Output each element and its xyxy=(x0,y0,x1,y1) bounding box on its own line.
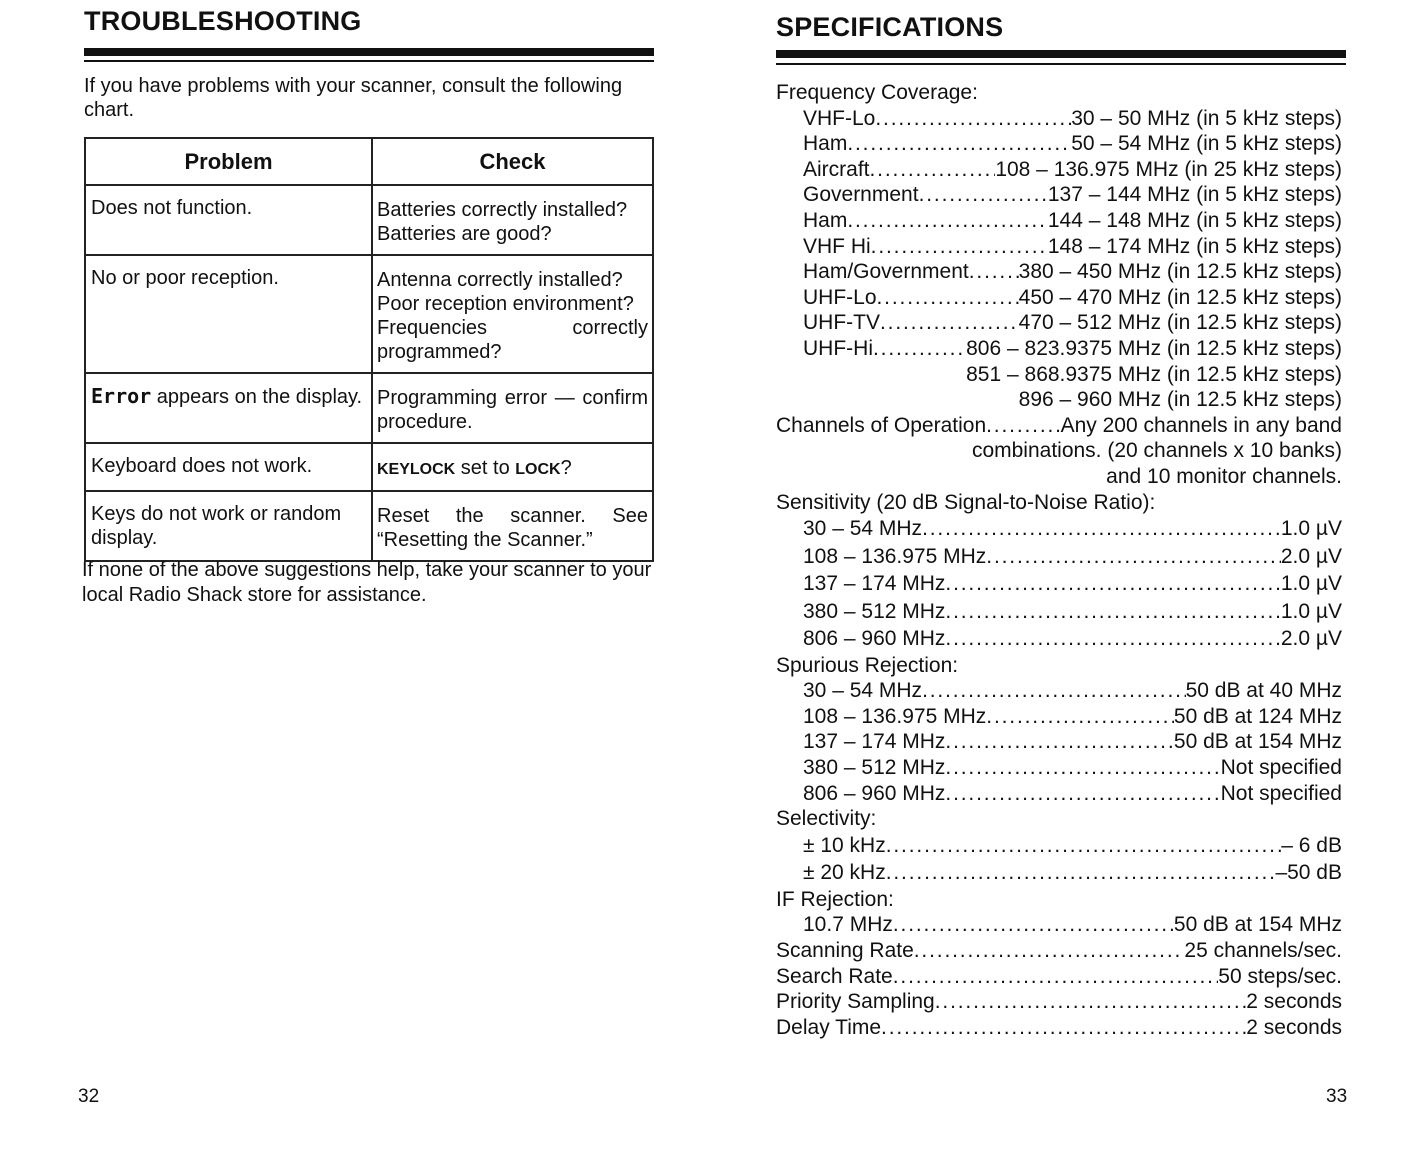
spec-label: Ham xyxy=(803,132,848,156)
spec-label: Ham/Government xyxy=(803,260,969,284)
spec-row xyxy=(776,781,1342,807)
spec-category xyxy=(776,490,1342,516)
spec-value: 144 – 148 MHz (in 5 kHz steps) xyxy=(1047,208,1342,232)
dot-leader xyxy=(847,131,1071,157)
spec-value: 1.0 µV xyxy=(1280,599,1342,623)
specifications-heading: SPECIFICATIONS xyxy=(776,12,1004,42)
spec-value: 25 channels/sec. xyxy=(1184,938,1342,962)
spec-row xyxy=(776,157,1342,183)
dot-leader xyxy=(986,413,1060,439)
dot-leader xyxy=(945,729,1173,755)
dot-leader xyxy=(986,543,1281,571)
spec-value: Not specified xyxy=(1220,781,1342,805)
dot-leader xyxy=(922,515,1281,543)
dot-leader xyxy=(873,336,966,362)
spec-label: 806 – 960 MHz xyxy=(803,781,946,805)
spec-category xyxy=(776,80,1342,106)
spec-label: VHF-Lo xyxy=(803,106,876,130)
page-number-right: 33 xyxy=(1326,1086,1348,1107)
dot-leader xyxy=(881,1015,1246,1041)
troubleshooting-table xyxy=(84,137,654,562)
specifications-list xyxy=(776,80,1342,1040)
spec-category xyxy=(776,653,1342,679)
dot-leader xyxy=(935,989,1247,1015)
problem-cell: No or poor reception. xyxy=(85,255,372,373)
spec-row xyxy=(776,310,1342,336)
spec-value: 148 – 174 MHz (in 5 kHz steps) xyxy=(1047,234,1342,258)
spec-row xyxy=(776,625,1342,653)
spec-value: 2 seconds xyxy=(1246,990,1342,1014)
spec-label: 137 – 174 MHz xyxy=(803,730,946,754)
intro-text: If you have problems with your scanner, consult the following chart. xyxy=(84,75,623,121)
dot-leader xyxy=(893,964,1219,990)
dot-leader xyxy=(969,259,1019,285)
dot-leader xyxy=(880,310,1019,336)
problem-cell: Does not function. xyxy=(85,185,372,255)
spec-value: Not specified xyxy=(1220,755,1342,779)
problem-cell xyxy=(85,373,372,443)
problem-cell: Keys do not work or random display. xyxy=(85,491,372,561)
check-cell xyxy=(372,443,653,491)
spec-label: UHF-TV xyxy=(803,311,880,335)
spec-row xyxy=(776,336,1342,362)
problem-header: Problem xyxy=(85,138,372,185)
heading-rule-thin xyxy=(776,63,1346,65)
spec-label: 108 – 136.975 MHz xyxy=(803,704,987,728)
check-end: ? xyxy=(560,457,572,479)
table-header-row xyxy=(85,138,653,185)
spec-row xyxy=(776,515,1342,543)
spec-label: 10.7 MHz xyxy=(803,913,893,937)
spec-value: 450 – 470 MHz (in 12.5 kHz steps) xyxy=(1018,285,1342,309)
dot-leader xyxy=(986,704,1174,730)
spec-row xyxy=(776,704,1342,730)
spec-label: Spurious Rejection: xyxy=(776,653,959,677)
spec-value: combinations. (20 channels x 10 banks) xyxy=(971,439,1342,463)
spec-label: IF Rejection: xyxy=(776,887,894,911)
dot-leader xyxy=(919,182,1048,208)
check-line: Programming error — confirm procedure. xyxy=(377,387,648,433)
spec-row xyxy=(776,208,1342,234)
spec-continuation xyxy=(776,362,1342,388)
dot-leader xyxy=(870,157,996,183)
dot-leader xyxy=(871,234,1048,260)
spec-label: Aircraft xyxy=(803,157,870,181)
spec-label: VHF Hi xyxy=(803,234,871,258)
spec-value: 50 – 54 MHz (in 5 kHz steps) xyxy=(1071,132,1342,156)
spec-continuation xyxy=(776,387,1342,413)
spec-value: 50 dB at 154 MHz xyxy=(1173,913,1342,937)
check-cell xyxy=(372,255,653,373)
spec-row xyxy=(776,598,1342,626)
spec-row xyxy=(776,729,1342,755)
spec-label: ± 10 kHz xyxy=(803,833,886,857)
table-row xyxy=(85,185,653,255)
spec-label: 380 – 512 MHz xyxy=(803,755,946,779)
dot-leader xyxy=(914,938,1185,964)
spec-label: Ham xyxy=(803,208,848,232)
spec-label: Channels of Operation xyxy=(776,413,987,437)
check-line: Batteries are good? xyxy=(377,223,552,245)
spec-row xyxy=(776,832,1342,860)
spec-row xyxy=(776,755,1342,781)
table-row xyxy=(85,491,653,561)
spec-value: Any 200 channels in any band xyxy=(1060,413,1342,437)
spec-value: and 10 monitor channels. xyxy=(1106,464,1342,488)
spec-row xyxy=(776,234,1342,260)
spec-value: 1.0 µV xyxy=(1280,517,1342,541)
spec-label: ± 20 kHz xyxy=(803,861,886,885)
outro-text: If none of the above suggestions help, take your scanner to your local Radio Shack store for assistance. xyxy=(82,559,652,606)
spec-row xyxy=(776,106,1342,132)
spec-value: – 6 dB xyxy=(1281,833,1342,857)
check-line: Poor reception environment? xyxy=(377,293,634,315)
spec-row xyxy=(776,912,1342,938)
lock-key: LOCK xyxy=(515,461,561,478)
heading-rule xyxy=(776,50,1346,58)
dot-leader xyxy=(877,285,1019,311)
spec-value: 50 dB at 124 MHz xyxy=(1173,704,1342,728)
dot-leader xyxy=(922,678,1186,704)
check-line: Antenna correctly installed? xyxy=(377,269,623,291)
spec-value: 806 – 823.9375 MHz (in 12.5 kHz steps) xyxy=(966,336,1342,360)
spec-value: 1.0 µV xyxy=(1280,572,1342,596)
check-cell xyxy=(372,491,653,561)
dot-leader xyxy=(945,625,1280,653)
dot-leader xyxy=(847,208,1048,234)
dot-leader xyxy=(886,832,1282,860)
spec-label: Selectivity: xyxy=(776,807,877,831)
spec-label: 806 – 960 MHz xyxy=(803,627,946,651)
spec-value: 851 – 868.9375 MHz (in 12.5 kHz steps) xyxy=(966,362,1342,386)
keylock-key: KEYLOCK xyxy=(377,461,456,478)
spec-row xyxy=(776,1015,1342,1041)
spec-label: 380 – 512 MHz xyxy=(803,599,946,623)
spec-value: 2 seconds xyxy=(1246,1015,1342,1039)
spec-value: 2.0 µV xyxy=(1280,627,1342,651)
dot-leader xyxy=(893,912,1174,938)
spec-row xyxy=(776,543,1342,571)
spec-row xyxy=(776,989,1342,1015)
spec-value: 2.0 µV xyxy=(1280,544,1342,568)
spec-row xyxy=(776,859,1342,887)
spec-label: Scanning Rate xyxy=(776,938,914,962)
spec-value: 137 – 144 MHz (in 5 kHz steps) xyxy=(1047,183,1342,207)
spec-label: UHF-Lo xyxy=(803,285,877,309)
spec-row xyxy=(776,131,1342,157)
troubleshooting-heading: TROUBLESHOOTING xyxy=(84,6,362,36)
heading-rule-thin xyxy=(84,60,654,62)
spec-continuation xyxy=(776,464,1342,490)
spec-row xyxy=(776,413,1342,439)
spec-row xyxy=(776,938,1342,964)
check-line: Batteries correctly installed? xyxy=(377,199,628,221)
page-number-left: 32 xyxy=(78,1086,100,1107)
spec-row xyxy=(776,570,1342,598)
spec-label: Frequency Coverage: xyxy=(776,81,978,104)
error-code: Error xyxy=(91,384,152,408)
dot-leader xyxy=(945,781,1220,807)
spec-value: 50 dB at 154 MHz xyxy=(1173,730,1342,754)
spec-value: 470 – 512 MHz (in 12.5 kHz steps) xyxy=(1018,311,1342,335)
problem-cell: Keyboard does not work. xyxy=(85,443,372,491)
check-line: Reset the scanner. See “Resetting the Scanner.” xyxy=(377,505,648,551)
spec-label: 137 – 174 MHz xyxy=(803,572,946,596)
spec-value: 50 steps/sec. xyxy=(1218,964,1342,988)
spec-label: Priority Sampling xyxy=(776,990,935,1014)
spec-value: 30 – 50 MHz (in 5 kHz steps) xyxy=(1071,106,1342,130)
spec-category xyxy=(776,806,1342,832)
spec-value: 50 dB at 40 MHz xyxy=(1185,679,1342,703)
dot-leader xyxy=(886,859,1276,887)
dot-leader xyxy=(945,598,1280,626)
table-row xyxy=(85,373,653,443)
table-row xyxy=(85,255,653,373)
spec-label: Government xyxy=(803,183,919,207)
check-cell xyxy=(372,373,653,443)
spec-value: 896 – 960 MHz (in 12.5 kHz steps) xyxy=(1018,388,1342,412)
spec-row xyxy=(776,285,1342,311)
spec-label: UHF-Hi xyxy=(803,336,873,360)
spec-label: 108 – 136.975 MHz xyxy=(803,544,987,568)
spec-value: 380 – 450 MHz (in 12.5 kHz steps) xyxy=(1018,260,1342,284)
dot-leader xyxy=(945,755,1220,781)
check-mid: set to xyxy=(460,457,510,479)
check-line: Frequencies correctly programmed? xyxy=(377,317,648,363)
check-header: Check xyxy=(372,138,653,185)
spec-label: Delay Time xyxy=(776,1015,882,1039)
dot-leader xyxy=(875,106,1071,132)
spec-row xyxy=(776,678,1342,704)
heading-rule xyxy=(84,48,654,56)
spec-row xyxy=(776,182,1342,208)
spec-continuation xyxy=(776,438,1342,464)
spec-label: Sensitivity (20 dB Signal-to-Noise Ratio): xyxy=(776,490,1156,514)
spec-row xyxy=(776,259,1342,285)
spec-label: 30 – 54 MHz xyxy=(803,517,923,541)
spec-label: 30 – 54 MHz xyxy=(803,679,923,703)
spec-row xyxy=(776,964,1342,990)
spec-value: 108 – 136.975 MHz (in 25 kHz steps) xyxy=(995,157,1342,181)
dot-leader xyxy=(945,570,1280,598)
right-page xyxy=(704,0,1408,1153)
table-row xyxy=(85,443,653,491)
spec-label: Search Rate xyxy=(776,964,893,988)
spec-category xyxy=(776,887,1342,913)
check-cell xyxy=(372,185,653,255)
spec-value: –50 dB xyxy=(1275,861,1342,885)
problem-text: appears on the display. xyxy=(156,386,363,408)
